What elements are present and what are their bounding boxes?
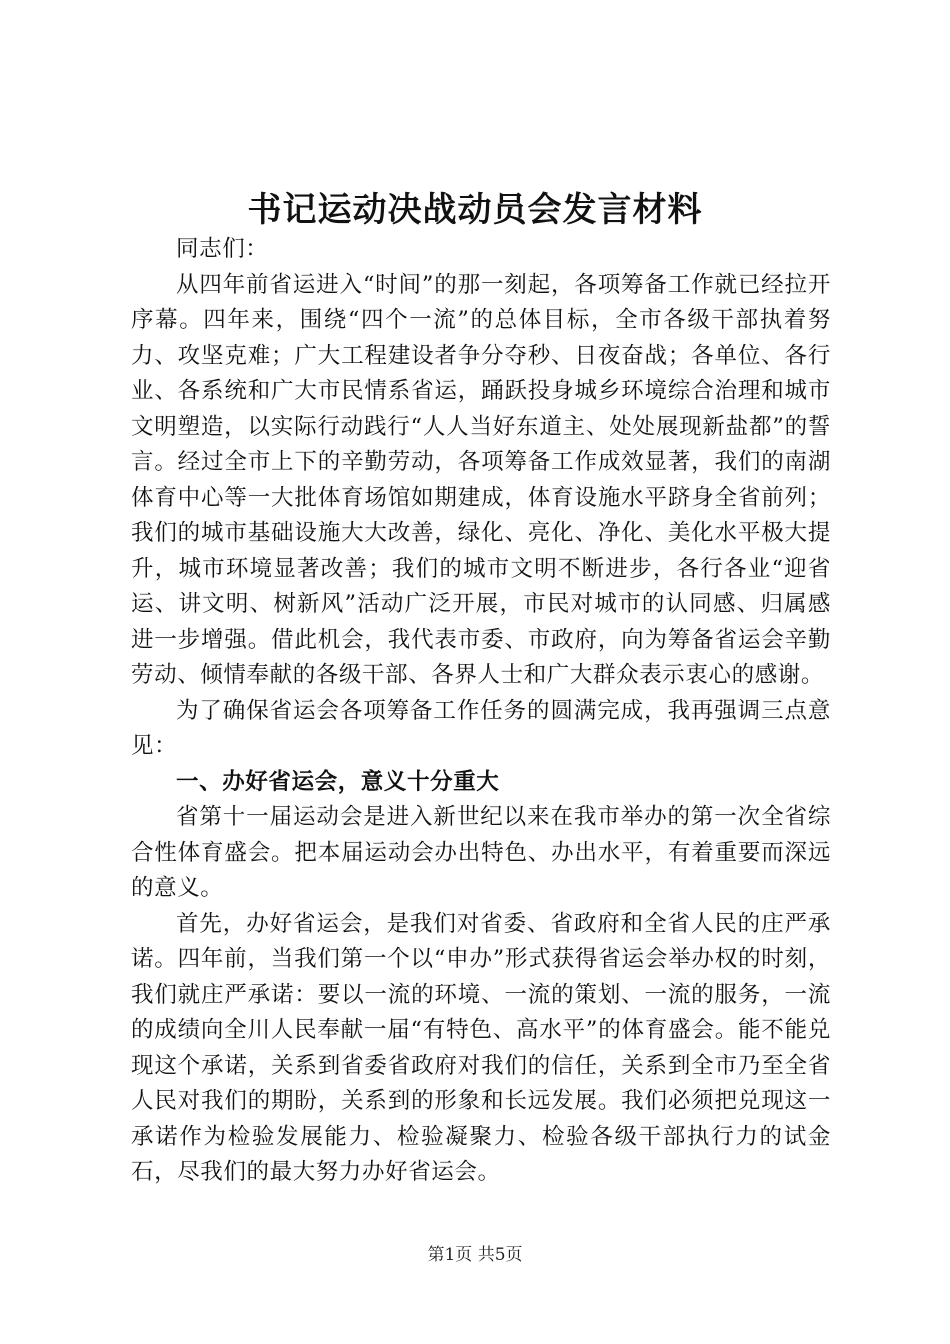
page-number-footer: 第1页 共5页 bbox=[427, 1245, 523, 1265]
section-heading: 一、办好省运会，意义十分重大 bbox=[176, 768, 500, 795]
salutation: 同志们： bbox=[176, 236, 269, 262]
document-title: 书记运动决战动员会发言材料 bbox=[247, 190, 703, 230]
paragraph: 省第十一届运动会是进入新世纪以来在我市举办的第一次全省综合性体育盛会。把本届运动会办出特色、办出水平，有着重要而深远的意义。 bbox=[131, 804, 831, 901]
document-body bbox=[131, 232, 831, 1191]
paragraph: 为了确保省运会各项筹备工作任务的圆满完成，我再强调三点意见： bbox=[131, 697, 831, 759]
paragraph: 从四年前省运进入“时间”的那一刻起，各项筹备工作就已经拉开序幕。四年来，围绕“四个一流”的总体目标，全市各级干部执着努力、攻坚克难；广大工程建设者争分夺秒、日夜奋战；各单位、各行业、各系统和广大市民情系省运，踊跃投身城乡环境综合治理和城市文明塑造，以实际行动践行“人人当好东道主、处处展现新盐都”的誓言。经过全市上下的辛勤劳动，各项筹备工作成效显著，我们的南湖体育中心等一大批体育场馆如期建成，体育设施水平跻身全省前列；我们的城市基础设施大大改善，绿化、亮化、净化、美化水平极大提升，城市环境显著改善；我们的城市文明不断进步，各行各业“迎省运、讲文明、树新风”活动广泛开展，市民对城市的认同感、归属感进一步增强。借此机会，我代表市委、市政府，向为筹备省运会辛勤劳动、倾情奉献的各级干部、各界人士和广大群众表示衷心的感谢。 bbox=[131, 271, 831, 688]
paragraph: 首先，办好省运会，是我们对省委、省政府和全省人民的庄严承诺。四年前，当我们第一个以“申办”形式获得省运会举办权的时刻，我们就庄严承诺：要以一流的环境、一流的策划、一流的服务，一流的成绩向全川人民奉献一届“有特色、高水平”的体育盛会。能不能兑现这个承诺，关系到省委省政府对我们的信任，关系到全市乃至全省人民对我们的期盼，关系到的形象和长远发展。我们必须把兑现这一承诺作为检验发展能力、检验凝聚力、检验各级干部执行力的试金石，尽我们的最大努力办好省运会。 bbox=[131, 910, 831, 1185]
